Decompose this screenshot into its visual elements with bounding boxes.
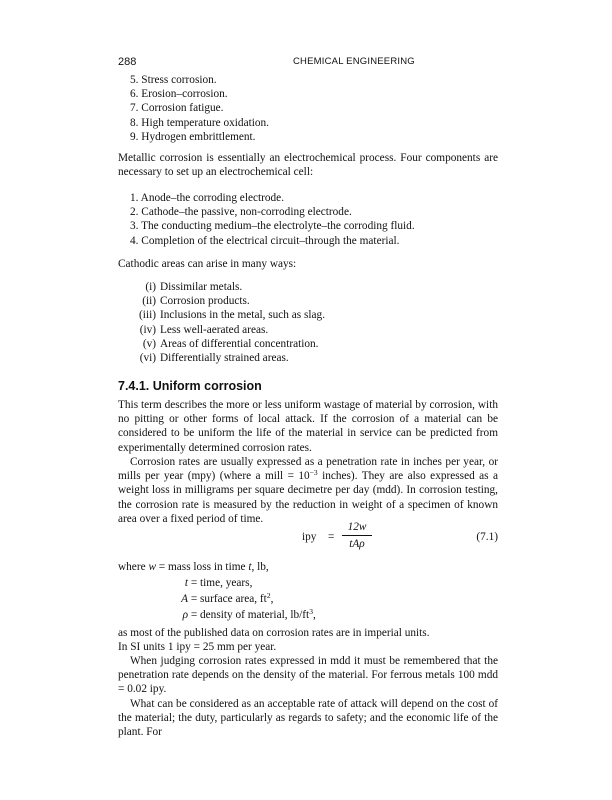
definition-rho: [118, 608, 498, 624]
item-number: (vi): [139, 352, 156, 365]
paragraph-si: In SI units 1 ipy = 25 mm per year.: [118, 641, 277, 653]
exponent: 3: [309, 607, 313, 616]
list-item: 8. High temperature oxidation.: [130, 116, 269, 129]
section-heading: 7.4.1. Uniform corrosion: [118, 379, 262, 393]
definition-t: [118, 576, 498, 592]
definition-text: = surface area, ft: [188, 593, 267, 605]
item-number: (iii): [139, 309, 156, 322]
exponent: 2: [266, 591, 271, 600]
symbol-a: A: [181, 593, 188, 605]
list-item: 4. Completion of the electrical circuit–through the material.: [130, 234, 400, 247]
symbol-t: t: [184, 577, 188, 589]
rates-exponent: −3: [309, 468, 318, 478]
page-header: [118, 55, 498, 69]
definition-text: = mass loss in time: [155, 561, 249, 573]
item-number: (iv): [139, 323, 156, 336]
list-item: [118, 308, 498, 322]
symbol-rho: ρ: [182, 609, 188, 621]
symbol-w: w: [148, 561, 156, 573]
list-item: 7. Corrosion fatigue.: [130, 102, 224, 115]
list-item: [118, 351, 498, 365]
list-item: 2. Cathode–the passive, non-corroding electrode.: [130, 206, 352, 219]
item-text: Corrosion products.: [160, 295, 250, 308]
item-text: Less well-aerated areas.: [160, 323, 269, 336]
item-number: (i): [145, 281, 156, 293]
rates-text-1: Corrosion rates are usually expressed as a penetration rate in inches per year, or mills per year (mpy) (where a mill = 10: [118, 456, 498, 483]
punctuation: ,: [270, 593, 274, 605]
equation-label: (7.1): [476, 531, 498, 543]
definition-text: = time, years,: [188, 577, 253, 589]
cathodic-areas-list: [118, 280, 498, 365]
definition-unit: , lb,: [251, 561, 269, 573]
equation-7-1: [118, 520, 498, 554]
fraction-bar: [342, 535, 372, 536]
definition-text: = density of material, lb/ft: [188, 609, 310, 621]
list-item: 9. Hydrogen embrittlement.: [130, 130, 256, 143]
item-text: Inclusions in the metal, such as slag.: [160, 309, 326, 322]
list-item: [118, 294, 498, 308]
variable-definitions: [118, 560, 498, 624]
paragraph-electrochemical: Metallic corrosion is essentially an electrochemical process. Four components are necessary to set up an electrochemical cell:: [118, 152, 498, 179]
paragraph-uniform: This term describes the more or less uniform wastage of material by corrosion, with no pitting or other forms of local attack. If the corrosion of a material can be considered to be uniform the life of the material in service can be predicted from experimentally determined corrosion rates.: [118, 399, 498, 454]
paragraph-imperial: as most of the published data on corrosion rates are in imperial units.: [118, 627, 430, 639]
definition-a: [118, 592, 498, 608]
paragraph-acceptable: What can be considered as an acceptable rate of attack will depend on the cost of the material; the duty, particularly as regards to safety; and the economic life of the plant. For: [118, 698, 498, 739]
equation-lhs: ipy: [302, 531, 317, 543]
definition-w: [118, 560, 498, 576]
equation-equals: =: [328, 531, 335, 543]
paragraph-rates: [118, 455, 498, 526]
list-item: 5. Stress corrosion.: [130, 74, 217, 86]
page-number: 288: [118, 56, 137, 68]
item-text: Differentially strained areas.: [160, 352, 289, 365]
list-item: [118, 337, 498, 351]
equation-denominator: tAρ: [349, 538, 365, 551]
paragraph-cathodic: Cathodic areas can arise in many ways:: [118, 258, 297, 270]
rates-text-2: inches). They are also expressed as a weight loss in milligrams per square decimetre per day (mdd). In corrosion testing, the corrosion rate is measured by the reduction in weight of a specimen of known area over a fixed period of time.: [118, 470, 498, 525]
running-head: CHEMICAL ENGINEERING: [293, 56, 415, 67]
symbol-t-inline: t: [248, 561, 252, 573]
item-number: (ii): [142, 295, 156, 308]
item-number: (v): [142, 337, 156, 350]
corrosion-types-list: [118, 73, 498, 144]
item-text: Areas of differential concentration.: [160, 337, 319, 350]
cell-components-list: [118, 191, 498, 248]
equation-numerator: 12w: [347, 521, 367, 533]
list-item: 1. Anode–the corroding electrode.: [130, 192, 285, 204]
punctuation: ,: [312, 609, 316, 621]
item-text: Dissimilar metals.: [160, 281, 243, 293]
list-item: [118, 280, 498, 294]
list-item: [118, 323, 498, 337]
equation-fraction: [342, 520, 372, 551]
where-label: where: [118, 561, 146, 573]
list-item: 6. Erosion–corrosion.: [130, 88, 228, 101]
paragraph-judging: When judging corrosion rates expressed in mdd it must be remembered that the penetration rate depends on the density of the material. For ferrous metals 100 mdd = 0.02 ipy.: [118, 655, 498, 696]
list-item: 3. The conducting medium–the electrolyte–the corroding fluid.: [130, 220, 415, 233]
